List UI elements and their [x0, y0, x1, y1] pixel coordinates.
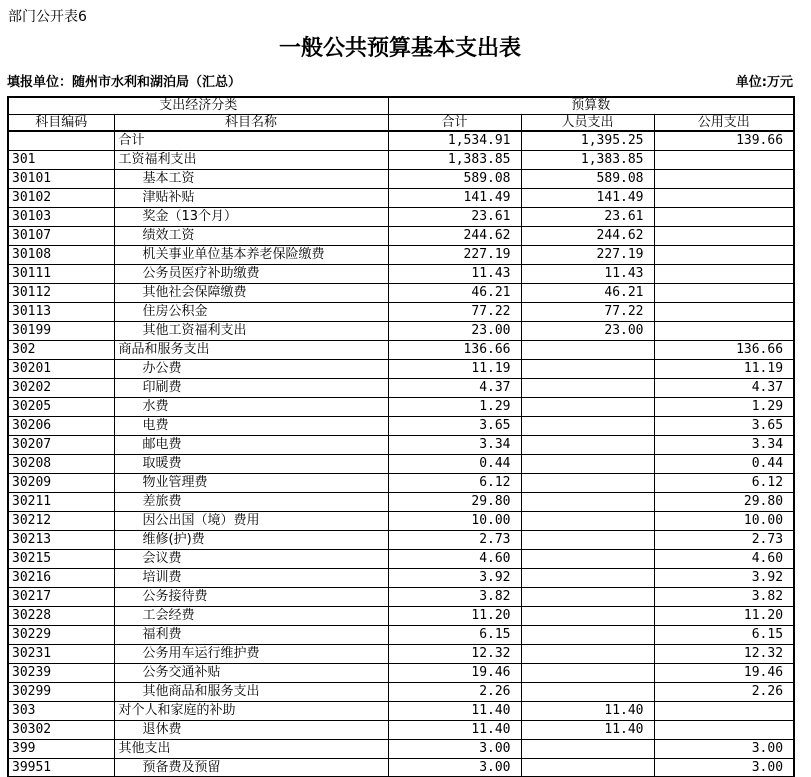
cell-total: 6.12	[388, 473, 521, 492]
cell-subject-name: 工会经费	[114, 606, 388, 625]
cell-public: 136.66	[654, 340, 794, 359]
table-row	[8, 644, 794, 663]
table-row	[8, 321, 794, 340]
cell-public	[654, 701, 794, 720]
cell-personnel	[521, 454, 654, 473]
cell-public	[654, 264, 794, 283]
table-row	[8, 530, 794, 549]
cell-total: 23.61	[388, 207, 521, 226]
cell-personnel	[521, 340, 654, 359]
table-row	[8, 416, 794, 435]
table-row	[8, 340, 794, 359]
cell-public: 3.92	[654, 568, 794, 587]
cell-personnel: 77.22	[521, 302, 654, 321]
cell-subject-code: 30102	[8, 188, 114, 207]
cell-personnel: 1,383.85	[521, 150, 654, 169]
cell-subject-name: 其他商品和服务支出	[114, 682, 388, 701]
cell-subject-name: 物业管理费	[114, 473, 388, 492]
cell-subject-code: 30112	[8, 283, 114, 302]
table-row	[8, 473, 794, 492]
cell-subject-name: 预备费及预留	[114, 758, 388, 777]
cell-public	[654, 207, 794, 226]
cell-subject-code: 30101	[8, 169, 114, 188]
unit-note: 单位:万元	[735, 75, 793, 90]
table-row	[8, 549, 794, 568]
cell-subject-code: 30213	[8, 530, 114, 549]
cell-subject-code: 30229	[8, 625, 114, 644]
cell-total: 589.08	[388, 169, 521, 188]
cell-subject-code: 30103	[8, 207, 114, 226]
cell-subject-name: 福利费	[114, 625, 388, 644]
cell-total: 2.73	[388, 530, 521, 549]
cell-personnel: 227.19	[521, 245, 654, 264]
table-row	[8, 587, 794, 606]
table-row	[8, 625, 794, 644]
cell-personnel: 244.62	[521, 226, 654, 245]
cell-subject-name: 印刷费	[114, 378, 388, 397]
cell-public: 139.66	[654, 131, 794, 150]
cell-total: 11.40	[388, 720, 521, 739]
cell-subject-name: 公务员医疗补助缴费	[114, 264, 388, 283]
cell-total: 3.82	[388, 587, 521, 606]
cell-subject-name: 基本工资	[114, 169, 388, 188]
cell-subject-name: 退休费	[114, 720, 388, 739]
cell-personnel: 11.40	[521, 701, 654, 720]
cell-personnel	[521, 530, 654, 549]
cell-total: 3.00	[388, 758, 521, 777]
cell-subject-code: 30108	[8, 245, 114, 264]
table-row	[8, 511, 794, 530]
cell-subject-name: 取暖费	[114, 454, 388, 473]
cell-subject-code: 30231	[8, 644, 114, 663]
cell-public: 4.60	[654, 549, 794, 568]
cell-subject-name: 商品和服务支出	[114, 340, 388, 359]
cell-personnel: 23.00	[521, 321, 654, 340]
table-row	[8, 739, 794, 758]
table-row	[8, 359, 794, 378]
cell-personnel	[521, 359, 654, 378]
cell-public: 2.26	[654, 682, 794, 701]
cell-total: 23.00	[388, 321, 521, 340]
table-row	[8, 720, 794, 739]
cell-subject-code: 30299	[8, 682, 114, 701]
table-row	[8, 302, 794, 321]
cell-subject-name: 对个人和家庭的补助	[114, 701, 388, 720]
cell-total: 12.32	[388, 644, 521, 663]
cell-personnel	[521, 435, 654, 454]
cell-subject-code: 30215	[8, 549, 114, 568]
cell-public	[654, 169, 794, 188]
cell-total: 1,383.85	[388, 150, 521, 169]
cell-personnel	[521, 606, 654, 625]
table-row	[8, 682, 794, 701]
table-row	[8, 131, 794, 150]
cell-subject-name: 办公费	[114, 359, 388, 378]
cell-subject-name: 公务用车运行维护费	[114, 644, 388, 663]
cell-total: 11.20	[388, 606, 521, 625]
cell-public: 2.73	[654, 530, 794, 549]
cell-public: 29.80	[654, 492, 794, 511]
cell-public: 1.29	[654, 397, 794, 416]
cell-total: 1,534.91	[388, 131, 521, 150]
table-row	[8, 264, 794, 283]
cell-personnel	[521, 473, 654, 492]
cell-subject-name: 邮电费	[114, 435, 388, 454]
cell-personnel: 46.21	[521, 283, 654, 302]
cell-personnel	[521, 397, 654, 416]
cell-total: 3.65	[388, 416, 521, 435]
cell-subject-code: 30212	[8, 511, 114, 530]
cell-public: 6.15	[654, 625, 794, 644]
table-row	[8, 492, 794, 511]
table-row	[8, 169, 794, 188]
header-columns-row	[8, 114, 794, 131]
cell-subject-name: 培训费	[114, 568, 388, 587]
cell-personnel	[521, 378, 654, 397]
cell-total: 77.22	[388, 302, 521, 321]
cell-subject-code: 30211	[8, 492, 114, 511]
cell-subject-name: 奖金（13个月）	[114, 207, 388, 226]
cell-personnel: 11.40	[521, 720, 654, 739]
cell-total: 19.46	[388, 663, 521, 682]
table-row	[8, 435, 794, 454]
cell-subject-code: 303	[8, 701, 114, 720]
cell-personnel	[521, 511, 654, 530]
cell-total: 0.44	[388, 454, 521, 473]
cell-total: 10.00	[388, 511, 521, 530]
table-row	[8, 245, 794, 264]
cell-public: 3.00	[654, 758, 794, 777]
cell-subject-name: 其他支出	[114, 739, 388, 758]
cell-subject-code: 30205	[8, 397, 114, 416]
cell-subject-name: 津贴补贴	[114, 188, 388, 207]
cell-total: 141.49	[388, 188, 521, 207]
cell-subject-code: 30239	[8, 663, 114, 682]
table-row	[8, 188, 794, 207]
cell-subject-code: 30107	[8, 226, 114, 245]
table-row	[8, 454, 794, 473]
cell-subject-name: 其他工资福利支出	[114, 321, 388, 340]
cell-total: 3.92	[388, 568, 521, 587]
cell-subject-code: 30111	[8, 264, 114, 283]
cell-subject-code: 302	[8, 340, 114, 359]
header-group-row	[8, 97, 794, 114]
table-header	[8, 97, 794, 131]
cell-public: 3.65	[654, 416, 794, 435]
page-title: 一般公共预算基本支出表	[278, 36, 521, 61]
table-row	[8, 207, 794, 226]
cell-subject-name: 差旅费	[114, 492, 388, 511]
header-personnel-expenditure: 人员支出	[521, 114, 654, 131]
table-row	[8, 606, 794, 625]
header-budget-numbers: 预算数	[388, 97, 794, 114]
cell-subject-code: 30201	[8, 359, 114, 378]
cell-total: 11.43	[388, 264, 521, 283]
table-row	[8, 378, 794, 397]
cell-public: 12.32	[654, 644, 794, 663]
cell-personnel	[521, 663, 654, 682]
table-row	[8, 283, 794, 302]
cell-personnel	[521, 416, 654, 435]
header-total: 合计	[388, 114, 521, 131]
cell-total: 227.19	[388, 245, 521, 264]
cell-personnel: 141.49	[521, 188, 654, 207]
cell-total: 4.60	[388, 549, 521, 568]
cell-personnel	[521, 549, 654, 568]
cell-public: 19.46	[654, 663, 794, 682]
header-subject-code: 科目编码	[8, 114, 114, 131]
table-row	[8, 701, 794, 720]
cell-subject-name: 住房公积金	[114, 302, 388, 321]
cell-public	[654, 321, 794, 340]
cell-personnel	[521, 758, 654, 777]
table-row	[8, 150, 794, 169]
cell-subject-name: 电费	[114, 416, 388, 435]
cell-subject-name: 会议费	[114, 549, 388, 568]
cell-personnel	[521, 492, 654, 511]
cell-total: 136.66	[388, 340, 521, 359]
cell-public	[654, 188, 794, 207]
cell-total: 1.29	[388, 397, 521, 416]
cell-public	[654, 302, 794, 321]
cell-public	[654, 226, 794, 245]
reporting-unit: 填报单位：随州市水利和湖泊局（汇总）	[7, 75, 242, 90]
cell-personnel: 1,395.25	[521, 131, 654, 150]
cell-total: 3.00	[388, 739, 521, 758]
cell-public	[654, 150, 794, 169]
cell-public: 3.82	[654, 587, 794, 606]
cell-subject-code: 30113	[8, 302, 114, 321]
cell-total: 11.40	[388, 701, 521, 720]
cell-public: 10.00	[654, 511, 794, 530]
cell-subject-name: 绩效工资	[114, 226, 388, 245]
cell-personnel	[521, 568, 654, 587]
table-body	[8, 131, 794, 777]
cell-personnel	[521, 644, 654, 663]
cell-subject-name: 机关事业单位基本养老保险缴费	[114, 245, 388, 264]
cell-total: 29.80	[388, 492, 521, 511]
cell-personnel: 589.08	[521, 169, 654, 188]
cell-personnel	[521, 625, 654, 644]
cell-total: 6.15	[388, 625, 521, 644]
cell-subject-name: 工资福利支出	[114, 150, 388, 169]
cell-subject-code: 30207	[8, 435, 114, 454]
cell-public: 11.20	[654, 606, 794, 625]
cell-subject-code: 30209	[8, 473, 114, 492]
table-row	[8, 758, 794, 777]
cell-public	[654, 245, 794, 264]
cell-public: 0.44	[654, 454, 794, 473]
cell-public	[654, 720, 794, 739]
cell-subject-code	[8, 131, 114, 150]
cell-public: 3.34	[654, 435, 794, 454]
cell-personnel	[521, 587, 654, 606]
cell-subject-name: 其他社会保障缴费	[114, 283, 388, 302]
header-public-expenditure: 公用支出	[654, 114, 794, 131]
header-expenditure-classification: 支出经济分类	[8, 97, 388, 114]
cell-subject-code: 30206	[8, 416, 114, 435]
cell-subject-code: 30228	[8, 606, 114, 625]
cell-public: 6.12	[654, 473, 794, 492]
table-row	[8, 568, 794, 587]
table-row	[8, 226, 794, 245]
cell-subject-code: 30217	[8, 587, 114, 606]
cell-subject-code: 301	[8, 150, 114, 169]
cell-public: 11.19	[654, 359, 794, 378]
cell-subject-code: 30216	[8, 568, 114, 587]
cell-total: 4.37	[388, 378, 521, 397]
cell-personnel: 23.61	[521, 207, 654, 226]
cell-subject-name: 合计	[114, 131, 388, 150]
cell-subject-name: 维修(护)费	[114, 530, 388, 549]
cell-public: 3.00	[654, 739, 794, 758]
header-subject-name: 科目名称	[114, 114, 388, 131]
cell-subject-code: 30302	[8, 720, 114, 739]
cell-subject-name: 水费	[114, 397, 388, 416]
cell-subject-code: 39951	[8, 758, 114, 777]
cell-personnel	[521, 682, 654, 701]
doc-label: 部门公开表6	[8, 9, 87, 25]
cell-subject-code: 30199	[8, 321, 114, 340]
table-row	[8, 397, 794, 416]
cell-total: 3.34	[388, 435, 521, 454]
budget-table	[7, 96, 795, 777]
cell-subject-name: 因公出国（境）费用	[114, 511, 388, 530]
cell-total: 46.21	[388, 283, 521, 302]
cell-subject-name: 公务交通补贴	[114, 663, 388, 682]
cell-total: 11.19	[388, 359, 521, 378]
table-row	[8, 663, 794, 682]
cell-subject-code: 30208	[8, 454, 114, 473]
cell-total: 2.26	[388, 682, 521, 701]
cell-public: 4.37	[654, 378, 794, 397]
meta-row	[7, 75, 793, 91]
cell-public	[654, 283, 794, 302]
cell-subject-name: 公务接待费	[114, 587, 388, 606]
cell-subject-code: 30202	[8, 378, 114, 397]
cell-personnel: 11.43	[521, 264, 654, 283]
cell-total: 244.62	[388, 226, 521, 245]
cell-personnel	[521, 739, 654, 758]
cell-subject-code: 399	[8, 739, 114, 758]
